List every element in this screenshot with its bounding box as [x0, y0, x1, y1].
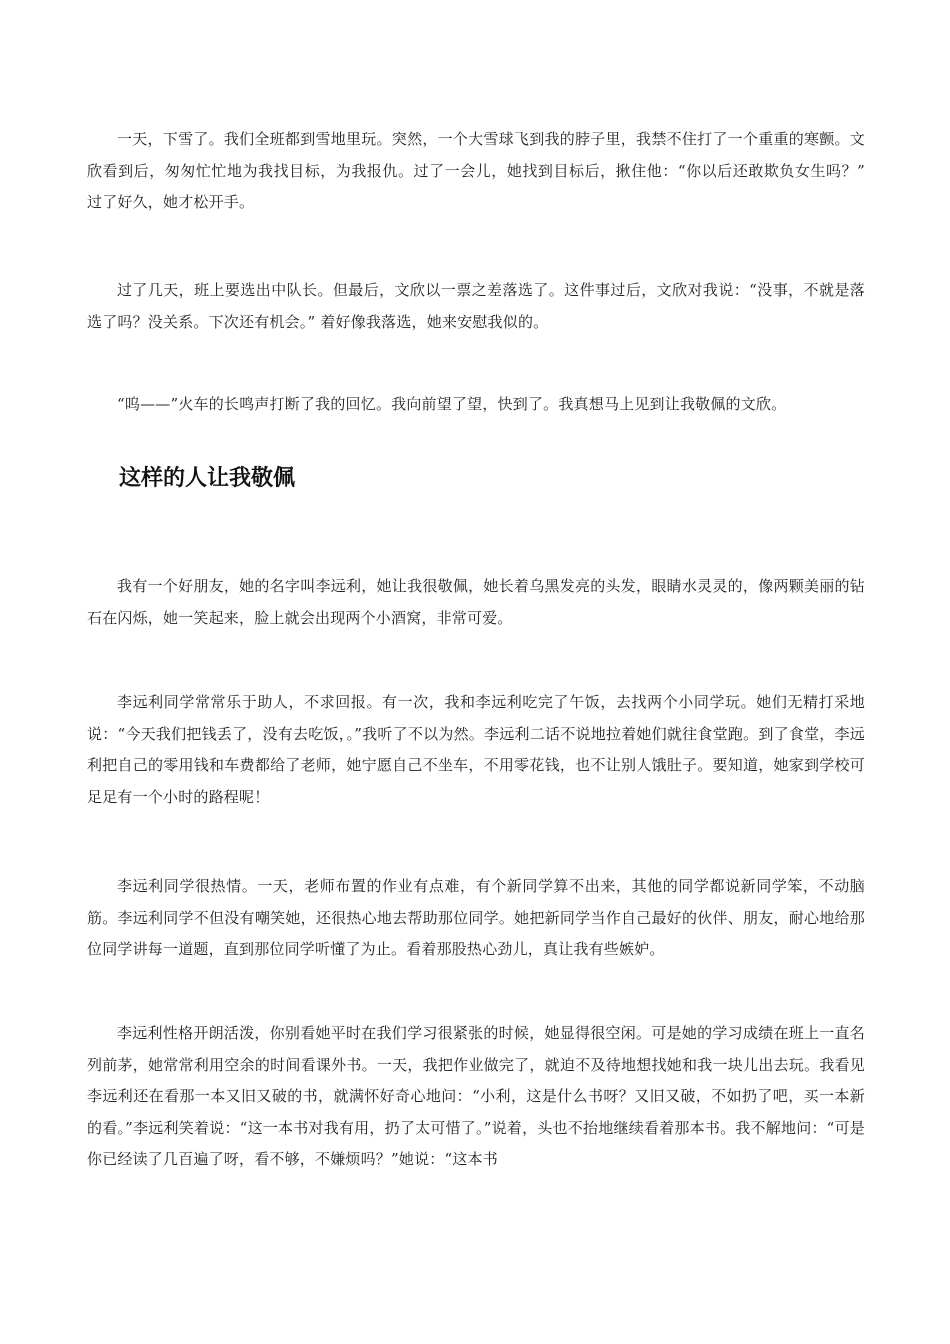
paragraph-helpful: 李远利同学常常乐于助人，不求回报。有一次，我和李远利吃完了午饭，去找两个小同学玩。她们无精打采地说：“今天我们把钱丢了，没有去吃饭，。”我听了不以为然。李远利二话不说地拉着她们就往食堂跑。到了食堂，李远利把自己的零用钱和车费都给了老师，她宁愿自己不坐车，不用零花钱，也不让别人饿肚子。要知道，她家到学校可足足有一个小时的路程呢！	[87, 693, 865, 806]
section-heading: 这样的人让我敬佩	[119, 466, 296, 491]
paragraph-train: “呜——”火车的长鸣声打断了我的回忆。我向前望了望，快到了。我真想马上见到让我敬佩的文欣。	[117, 395, 787, 413]
paragraph-cheerful: 李远利性格开朗活泼，你别看她平时在我们学习很紧张的时候，她显得很空闲。可是她的学习成绩在班上一直名列前茅，她常常利用空余的时间看课外书。一天，我把作业做完了，就迫不及待地想找她和我一块儿出去玩。我看见李远利还在看那一本又旧又破的书，就满怀好奇心地问：“小利，这是什么书呀？又旧又破，不如扔了吧，买一本新的看。”李远利笑着说：“这一本书对我有用，扔了太可惜了。”说着，头也不抬地继续看着那本书。我不解地问：“可是你已经读了几百遍了呀，看不够，不嫌烦吗？”她说：“这本书	[87, 1024, 865, 1168]
paragraph-election: 过了几天，班上要选出中队长。但最后，文欣以一票之差落选了。这件事过后，文欣对我说：“没事，不就是落选了吗？没关系。下次还有机会。” 着好像我落选，她来安慰我似的。	[87, 281, 865, 331]
paragraph-friend-intro: 我有一个好朋友，她的名字叫李远利，她让我很敬佩，她长着乌黑发亮的头发，眼睛水灵灵的，像两颗美丽的钻石在闪烁，她一笑起来，脸上就会出现两个小酒窝，非常可爱。	[87, 577, 865, 627]
paragraph-snowball: 一天，下雪了。我们全班都到雪地里玩。突然，一个大雪球飞到我的脖子里，我禁不住打了一个重重的寒颤。文欣看到后，匆匆忙忙地为我找目标，为我报仇。过了一会儿，她找到目标后，揪住他：“你以后还敢欺负女生吗？” 过了好久，她才松开手。	[87, 130, 865, 211]
paragraph-enthusiastic: 李远利同学很热情。一天，老师布置的作业有点难，有个新同学算不出来，其他的同学都说新同学笨，不动脑筋。李远利同学不但没有嘲笑她，还很热心地去帮助那位同学。她把新同学当作自己最好的伙伴、朋友，耐心地给那位同学讲每一道题，直到那位同学听懂了为止。看着那股热心劲儿，真让我有些嫉妒。	[87, 877, 865, 958]
